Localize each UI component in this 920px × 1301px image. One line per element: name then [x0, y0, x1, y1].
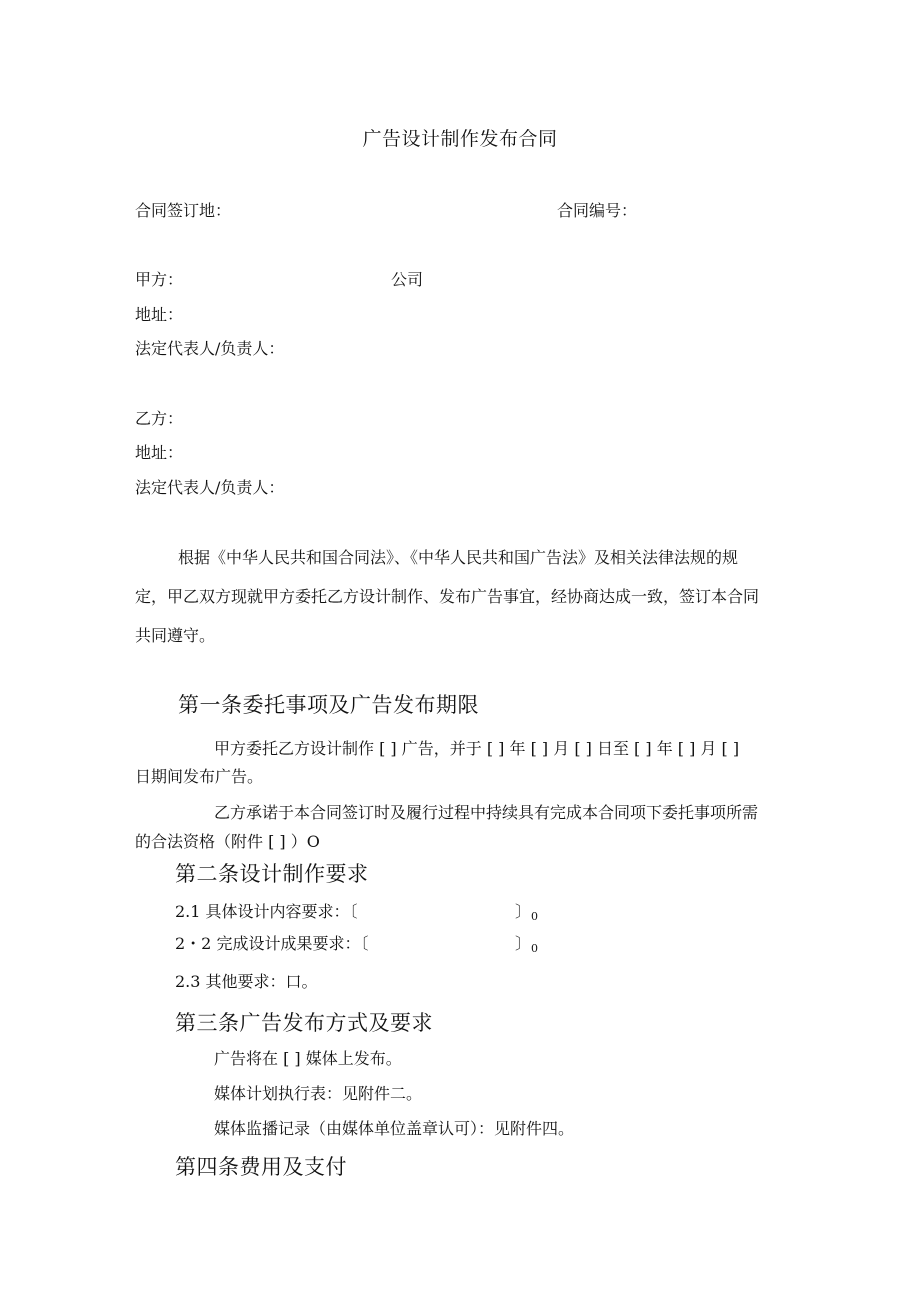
article-3-heading: 第三条广告发布方式及要求: [175, 1011, 433, 1035]
party-a-label: 甲方：: [135, 270, 184, 289]
party-a-company-suffix: 公司: [391, 270, 424, 289]
party-b-address-label: 地址：: [135, 443, 184, 462]
article-2-item-2-text: 2・2 完成设计成果要求：〔: [175, 934, 369, 953]
article-2-item-1-end: [515, 902, 538, 927]
article-2-item-1-close-bracket: 〕: [515, 902, 532, 921]
article-3-item-2: 媒体计划执行表：见附件二。: [214, 1084, 423, 1103]
article-4-heading: 第四条费用及支付: [175, 1155, 347, 1179]
article-2-item-2-end: [515, 934, 538, 959]
article-1-paragraph-2-line-2: 的合法资格（附件 [ ] ）O: [135, 832, 320, 851]
party-b-representative-label: 法定代表人/负责人：: [135, 478, 285, 497]
party-b-label: 乙方：: [135, 409, 184, 428]
article-1-paragraph-1-line-1: 甲方委托乙方设计制作 [ ] 广告，并于 [ ] 年 [ ] 月 [ ] 日至 [ ] 年 [ ] 月 [ ]: [214, 739, 740, 758]
article-2-heading: 第二条设计制作要求: [175, 862, 369, 886]
article-2-item-2: [175, 934, 368, 954]
preamble-line-2: 定，甲乙双方现就甲方委托乙方设计制作、发布广告事宜，经协商达成一致，签订本合同: [135, 587, 760, 606]
article-3-item-3: 媒体监播记录（由媒体单位盖章认可）：见附件四。: [214, 1119, 575, 1138]
sign-place-label: 合同签订地：: [135, 201, 232, 220]
article-2-item-1: [175, 902, 358, 922]
preamble-line-1: 根据《中华人民共和国合同法》、《中华人民共和国广告法》及相关法律法规的规: [178, 548, 739, 567]
article-2-item-3: 2.3 其他要求：口。: [175, 972, 318, 991]
article-2-item-2-mark: 0: [531, 942, 539, 955]
article-2-item-1-mark: 0: [531, 910, 539, 923]
party-a-address-label: 地址：: [135, 305, 184, 324]
article-1-heading: 第一条委托事项及广告发布期限: [178, 693, 479, 717]
article-2-item-1-text: 2.1 具体设计内容要求：〔: [175, 902, 358, 921]
contract-number-label: 合同编号：: [557, 201, 638, 220]
document-title: 广告设计制作发布合同: [362, 128, 558, 150]
preamble-line-3: 共同遵守。: [135, 626, 216, 645]
article-1-paragraph-2-line-1: 乙方承诺于本合同签订时及履行过程中持续具有完成本合同项下委托事项所需: [214, 803, 759, 822]
party-a-representative-label: 法定代表人/负责人：: [135, 339, 285, 358]
article-2-item-2-close-bracket: 〕: [515, 934, 532, 953]
article-1-paragraph-1-line-2: 日期间发布广告。: [135, 767, 264, 786]
article-3-item-1: 广告将在 [ ] 媒体上发布。: [214, 1049, 402, 1068]
